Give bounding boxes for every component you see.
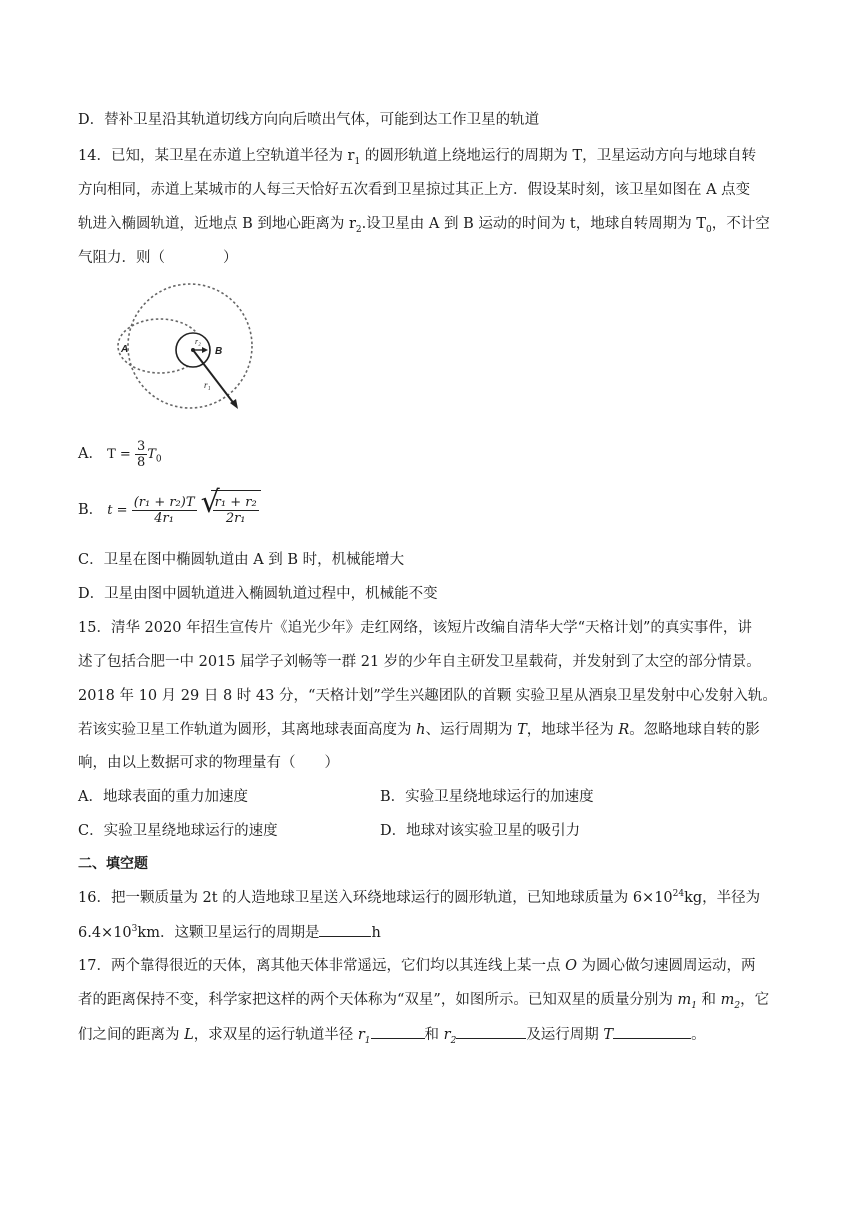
q14-line-1 xyxy=(78,146,756,166)
q16-text: km．这颗卫星运行的周期是 xyxy=(137,925,320,941)
answer-blank[interactable] xyxy=(319,922,371,937)
square-root xyxy=(200,485,261,531)
q17-line-2 xyxy=(78,990,769,1010)
numerator: (r₁ + r₂)T xyxy=(133,495,195,510)
label-r2: r₂ xyxy=(195,337,201,346)
label-a: A xyxy=(121,344,129,355)
label-b: B xyxy=(215,346,223,357)
q17-text: 17．两个靠得很近的天体，离其他天体非常遥远，它们均以其连线上某一点 xyxy=(78,958,566,974)
q14-sub: 2 xyxy=(355,224,362,235)
q17-text: 和 xyxy=(424,1027,444,1043)
q15-line-1: 15．清华 2020 年招生宣传片《追光少年》走红网络，该短片改编自清华大学“天格计划”的真实事件，讲 xyxy=(78,620,752,636)
q16-sup: 24 xyxy=(672,889,685,900)
q15-option-b: B．实验卫星绕地球运行的加速度 xyxy=(380,789,594,805)
numerator: 3 xyxy=(136,439,146,454)
q14-option-c: C．卫星在图中椭圆轨道由 A 到 B 时，机械能增大 xyxy=(78,552,405,568)
var-r1-sub: 1 xyxy=(364,1035,371,1046)
option-prefix: B． xyxy=(78,502,104,518)
q15-text: 若该实验卫星工作轨道为圆形，其离地球表面高度为 xyxy=(78,722,417,738)
var-m2-sub: 2 xyxy=(734,1000,741,1011)
q15-option-d: D．地球对该实验卫星的吸引力 xyxy=(380,823,581,839)
q15-text: 、运行周期为 xyxy=(425,722,518,738)
q14-sub: 1 xyxy=(354,156,361,167)
q17-text: 。 xyxy=(691,1027,706,1043)
q15-line-4 xyxy=(78,720,760,740)
q17-text: 者的距离保持不变，科学家把这样的两个天体称为“双星”，如图所示。已知双星的质量分别为 xyxy=(78,992,678,1008)
q17-text: 们之间的距离为 xyxy=(78,1027,185,1043)
q17-line-1 xyxy=(78,956,756,976)
var-m1: m xyxy=(677,992,692,1008)
q15-line-3: 2018 年 10 月 29 日 8 时 43 分，“天格计划”学生兴趣团队的首颗 实验卫星从酒泉卫星发射中心发射入轨。 xyxy=(78,688,777,704)
q17-text: 及运行周期 xyxy=(526,1027,604,1043)
radical-sign-icon: √ xyxy=(200,485,220,520)
var-l: L xyxy=(184,1027,194,1043)
section-title: 二、填空题 xyxy=(78,856,148,872)
numerator: r₁ + r₂ xyxy=(214,495,257,510)
q14-line-2: 方向相同，赤道上某城市的人每三天恰好五次看到卫星掠过其正上方．假设某时刻，该卫星如图在 A 点变 xyxy=(78,182,751,198)
q15-option-a: A．地球表面的重力加速度 xyxy=(78,789,248,805)
q17-text: 和 xyxy=(696,992,721,1008)
q14-option-a xyxy=(78,436,162,473)
q14-text: 的圆形轨道上绕地运行的周期为 T，卫星运动方向与地球自转 xyxy=(360,148,757,164)
q16-line-1 xyxy=(78,888,760,908)
q14-text: .设卫星由 A 到 B 运动的时间为 t，地球自转周期为 T xyxy=(361,216,707,232)
q14-text: ，不计空 xyxy=(711,216,770,232)
q16-line-2 xyxy=(78,922,381,943)
r1-line xyxy=(193,350,235,405)
option-prefix: A． xyxy=(78,446,103,462)
q17-line-3 xyxy=(78,1024,706,1045)
var-r2-sub: 2 xyxy=(450,1035,457,1046)
q15-line-2: 述了包括合肥一中 2015 届学子刘畅等一群 21 岁的少年自主研发卫星载荷，并发射到了太空的部分情景。 xyxy=(78,654,761,670)
q16-text: h xyxy=(371,925,381,941)
denominator: 8 xyxy=(136,455,146,470)
var-m1-sub: 1 xyxy=(691,1000,697,1011)
q15-text: ，地球半径为 xyxy=(526,722,619,738)
answer-blank-r2[interactable] xyxy=(456,1024,526,1039)
var-m2: m xyxy=(720,992,735,1008)
answer-blank-t[interactable] xyxy=(613,1024,691,1039)
formula-sub: 0 xyxy=(155,454,162,465)
q15-line-5: 响，由以上数据可求的物理量有（ ） xyxy=(78,755,339,771)
label-r1: r₁ xyxy=(204,380,211,390)
q15-option-c: C．实验卫星绕地球运行的速度 xyxy=(78,823,278,839)
q14-line-4: 气阻力．则（ ） xyxy=(78,250,238,266)
denominator: 2r₁ xyxy=(225,511,246,526)
q16-text: 16．把一颗质量为 2t 的人造地球卫星送入环绕地球运行的圆形轨道，已知地球质量为 6×10 xyxy=(78,890,673,906)
q15-text: 。忽略地球自转的影 xyxy=(629,722,760,738)
var-r1: r xyxy=(357,1027,365,1043)
var-h: h xyxy=(416,722,426,738)
q17-text: ，它 xyxy=(740,992,770,1008)
answer-blank-r1[interactable] xyxy=(371,1024,425,1039)
q14-option-b xyxy=(78,485,261,531)
var-t: T xyxy=(603,1027,614,1043)
var-t: T xyxy=(517,722,527,738)
denominator: 4r₁ xyxy=(154,511,174,526)
q17-text: ，求双星的运行轨道半径 xyxy=(193,1027,358,1043)
fraction xyxy=(135,439,147,470)
var-r2: r xyxy=(443,1027,451,1043)
q13-option-d: D．替补卫星沿其轨道切线方向向后喷出气体，可能到达工作卫星的轨道 xyxy=(78,112,540,128)
var-o: O xyxy=(565,958,577,974)
q17-text: 为圆心做匀速圆周运动，两 xyxy=(576,958,756,974)
q14-text: 轨进入椭圆轨道，近地点 B 到地心距离为 r xyxy=(78,216,356,232)
q14-line-3 xyxy=(78,214,770,234)
fraction xyxy=(132,495,197,526)
q14-text: 14．已知，某卫星在赤道上空轨道半径为 r xyxy=(78,148,355,164)
formula-var: T xyxy=(147,447,156,462)
q16-text: kg，半径为 xyxy=(684,890,761,906)
q14-option-d: D．卫星由图中圆轨道进入椭圆轨道过程中，机械能不变 xyxy=(78,586,438,602)
q16-sup: 3 xyxy=(131,924,138,935)
formula-lhs: T = xyxy=(107,447,131,462)
orbit-diagram xyxy=(100,280,278,410)
q14-sub: 0 xyxy=(706,224,712,235)
formula-lhs: t = xyxy=(107,503,128,518)
var-r: R xyxy=(618,722,630,738)
q16-text: 6.4×10 xyxy=(78,925,132,941)
